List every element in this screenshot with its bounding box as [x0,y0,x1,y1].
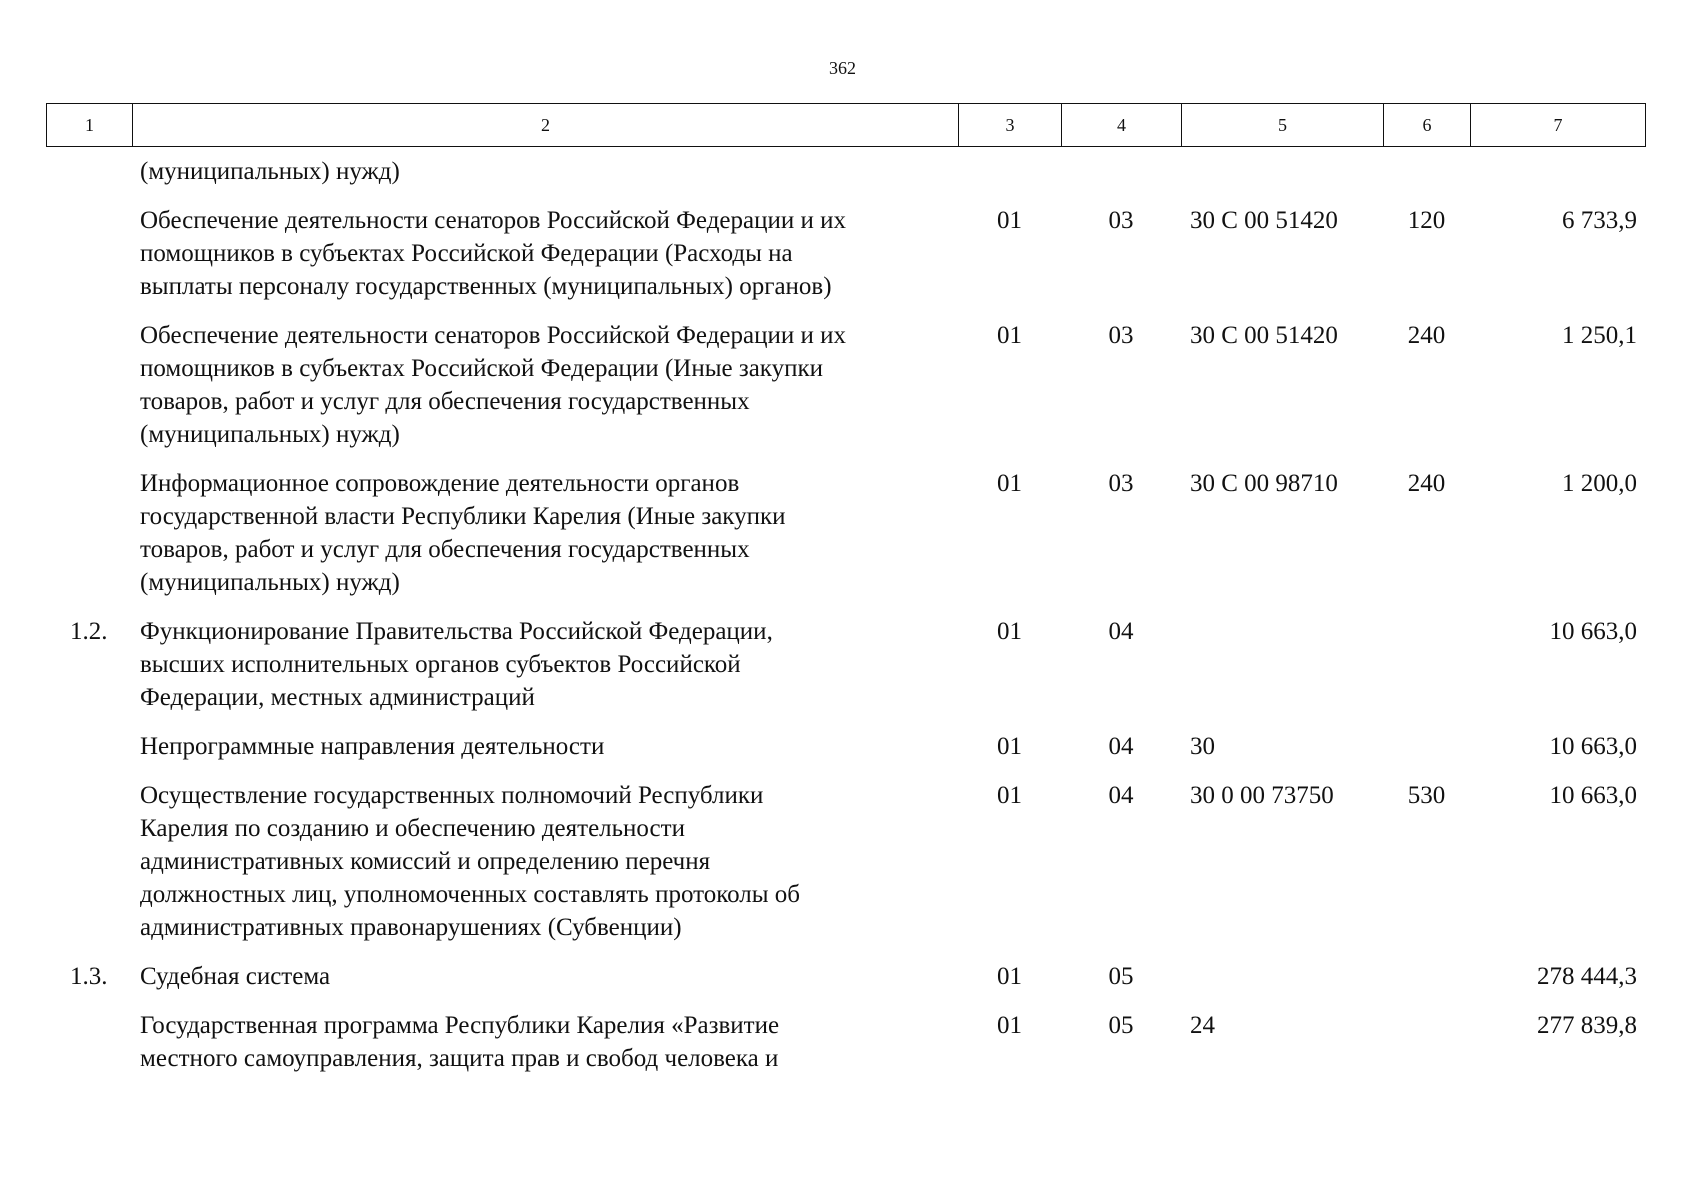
row-target-article: 30 [1190,733,1215,760]
row-target-article [1181,155,1383,188]
row-sum: 1 250,1 [1562,322,1637,349]
row-name: Обеспечение деятельности сенаторов Российской Федерации и их помощников в субъектах Российской Федерации (Расходы на выплаты персоналу государственных (муниципальных) органов) [140,207,847,300]
header-col-7: 7 [1471,104,1646,147]
row-name: (муниципальных) нужд) [140,158,400,185]
page-number: 362 [829,58,856,78]
row-sum: 10 663,0 [1549,733,1637,760]
table-row [46,319,1645,451]
row-subsection: 03 [1108,207,1134,234]
row-expense-type: 240 [1407,322,1446,349]
row-number [46,155,132,188]
row-expense-type: 120 [1407,207,1446,234]
row-section: 01 [997,733,1022,760]
row-section: 01 [997,470,1022,497]
row-section: 01 [997,963,1022,990]
row-sum: 10 663,0 [1549,618,1637,645]
table-row [46,155,1645,188]
table-row [46,204,1645,303]
row-name: Государственная программа Республики Карелия «Развитие местного самоуправления, защита прав и свобод человека и [140,1012,780,1072]
row-subsection [1061,155,1181,188]
table-row [46,960,1645,993]
row-section: 01 [997,207,1022,234]
row-name: Обеспечение деятельности сенаторов Российской Федерации и их помощников в субъектах Российской Федерации (Иные закупки товаров, работ и услуг для обеспечения государственных (муниципальных) нужд) [140,322,847,448]
table-row [46,467,1645,599]
header-col-2: 2 [133,104,959,147]
header-col-6: 6 [1384,104,1471,147]
table-body [46,155,1645,1091]
row-section [958,155,1061,188]
row-subsection: 04 [1108,782,1134,809]
header-col-3: 3 [959,104,1062,147]
row-expense-type [1383,615,1470,714]
table-header [46,103,1646,147]
header-col-1: 1 [47,104,133,147]
row-section: 01 [997,322,1022,349]
row-sum: 1 200,0 [1562,470,1637,497]
row-target-article: 30 С 00 51420 [1190,207,1338,234]
row-number [46,204,132,303]
row-number [46,779,132,944]
row-number: 1.3. [70,963,108,990]
row-number [46,319,132,451]
row-target-article: 30 С 00 98710 [1190,470,1338,497]
table-row [46,615,1645,714]
row-sum: 10 663,0 [1549,782,1637,809]
row-sum: 278 444,3 [1537,963,1637,990]
row-sum [1470,155,1645,188]
row-target-article: 30 С 00 51420 [1190,322,1338,349]
table-row [46,730,1645,763]
row-target-article: 24 [1190,1012,1215,1039]
row-target-article: 30 0 00 73750 [1190,782,1334,809]
row-number [46,1009,132,1075]
row-sum: 6 733,9 [1562,207,1637,234]
row-subsection: 04 [1108,618,1134,645]
row-subsection: 03 [1108,322,1134,349]
row-target-article [1181,615,1383,714]
row-section: 01 [997,1012,1022,1039]
row-expense-type [1383,155,1470,188]
table-row [46,1009,1645,1075]
header-col-4: 4 [1062,104,1182,147]
row-expense-type [1383,1009,1470,1075]
row-name: Функционирование Правительства Российской Федерации, высших исполнительных органов субъектов Российской Федерации, местных администраций [140,618,773,711]
row-name: Информационное сопровождение деятельности органов государственной власти Республики Карелия (Иные закупки товаров, работ и услуг для обеспечения государственных (муниципальных) нужд) [140,470,786,596]
row-sum: 277 839,8 [1537,1012,1637,1039]
header-col-5: 5 [1182,104,1384,147]
table-row [46,779,1645,944]
row-expense-type [1383,960,1470,993]
row-number [46,730,132,763]
row-subsection: 03 [1108,470,1134,497]
row-name: Непрограммные направления деятельности [140,733,605,760]
row-name: Судебная система [140,963,331,990]
row-subsection: 05 [1108,1012,1134,1039]
row-subsection: 04 [1108,733,1134,760]
row-number: 1.2. [70,618,108,645]
row-section: 01 [997,782,1022,809]
row-number [46,467,132,599]
row-expense-type: 530 [1407,782,1446,809]
row-name: Осуществление государственных полномочий Республики Карелия по созданию и обеспечению деятельности административных комиссий и определению перечня должностных лиц, уполномоченных составлять протоколы об административных правонарушениях (Субвенции) [140,782,800,941]
row-section: 01 [997,618,1022,645]
row-target-article [1181,960,1383,993]
row-expense-type: 240 [1407,470,1446,497]
row-expense-type [1383,730,1470,763]
row-subsection: 05 [1108,963,1134,990]
